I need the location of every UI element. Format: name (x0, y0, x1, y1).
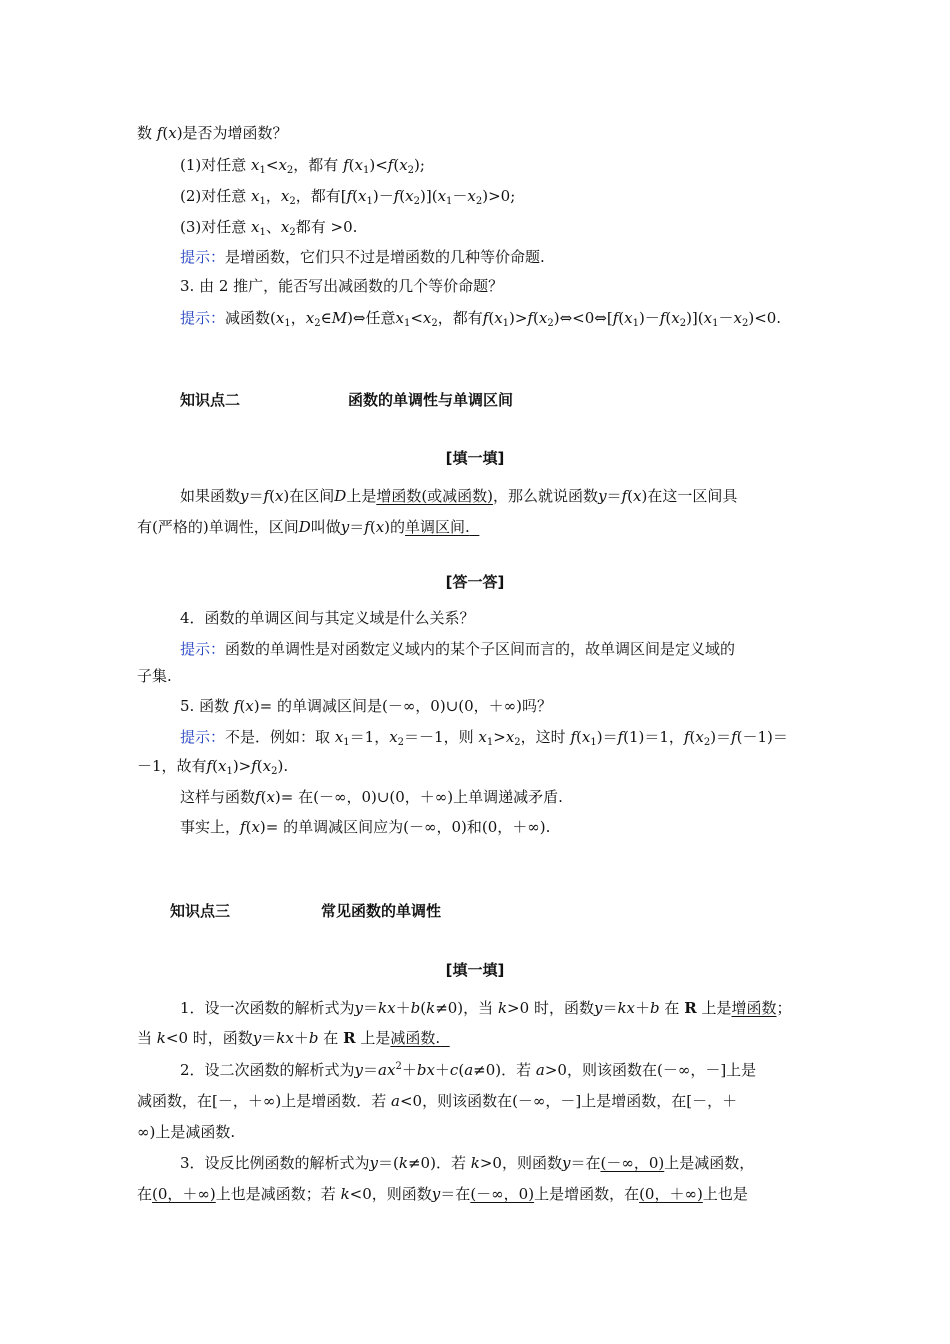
text: 在 (664, 999, 680, 1017)
quadratic-line-2: 减函数，在[－，＋∞)上是增函数．若 a<0，则该函数在(－∞，－]上是增函数，在[－，＋ (137, 1092, 738, 1110)
linear-line-2: 当 k<0 时，函数y＝kx＋b 在 R 上是减函数. (137, 1029, 441, 1047)
section-3-label: 知识点三 (170, 902, 231, 920)
text: 上是 (346, 487, 377, 505)
tip-4-cont: 子集. (137, 667, 172, 685)
question-5: 5. 函数 f(x)= 的单调减区间是(－∞，0)∪(0，＋∞)吗？ (180, 697, 553, 715)
text: 减函数，在[－，＋∞)上是增函数．若 (137, 1092, 387, 1110)
text: ，则 (443, 728, 474, 746)
text: 上是增函数，在 (534, 1185, 640, 1203)
tip-1 (180, 247, 545, 267)
text: 上也是减函数；若 (215, 1185, 336, 1203)
inverse-line-2: 在(0，＋∞)上也是减函数；若 k<0，则函数y＝在(－∞，0)上是增函数，在(0，＋∞)上也是 (137, 1185, 748, 1203)
answer-blank: (0，＋∞) (152, 1185, 216, 1203)
tip-label: 提示： (180, 728, 226, 746)
text: 上是 (701, 999, 732, 1017)
text: 时，函数 (192, 1029, 253, 1047)
text: = 的单调减区间是(－∞，0)∪(0，＋∞)吗？ (259, 697, 553, 715)
text: ，当 (463, 999, 494, 1017)
question-3 (180, 276, 503, 296)
section-2-label: 知识点二 (180, 391, 241, 409)
tip-5-cont: －1，故有$f(x_1)>f(x_2)$. (137, 757, 289, 777)
text: = 在(－∞，0)∪(0，＋∞)上单调递减矛盾. (280, 788, 563, 806)
text: 上是 (360, 1029, 391, 1047)
text: 有(严格的)单调性，区间 (137, 518, 299, 536)
contradiction-line: 这样与函数f(x)= 在(－∞，0)∪(0，＋∞)上单调递减矛盾. (180, 788, 563, 806)
answer-blank: (－∞，0) (470, 1185, 535, 1203)
text: ．若 (435, 1154, 466, 1172)
text: (1)对任意 (180, 156, 247, 174)
question-4: 4．函数的单调区间与其定义域是什么关系？ (180, 609, 475, 627)
quadratic-line-3: ∞)上是减函数. (137, 1123, 236, 1141)
answer-blank: 单调区间. (405, 518, 470, 536)
definition-line-1: 如果函数y＝f(x)在区间D上是增函数(或减函数)，那么就说函数y＝f(x)在这一区间具 (180, 487, 738, 505)
text: 在 (137, 1185, 153, 1203)
tip-label: 提示： (180, 248, 226, 266)
fact-line: 事实上，f(x)= 的单调减区间应为(－∞，0)和(0，＋∞). (180, 818, 551, 836)
answer-blank: (0，＋∞) (639, 1185, 703, 1203)
item-2: (2)对任意 $x_1$，$x_2$，都有$[f(x_1)-f(x_2)](x_1-x_2)>0$; (180, 187, 516, 207)
text: ，都有 (437, 309, 483, 327)
tip-5: 提示：不是．例如：取 $x_1=1$，$x_2=-1$，则 $x_1>x_2$，这时 $f(x_1)=f(1)=1$，$f(x_2)=f(-1)=$ (180, 728, 788, 748)
text: 2．设二次函数的解析式为 (180, 1061, 355, 1079)
intro-line: 数 f(x)是否为增函数？ (137, 124, 288, 142)
text: 当 (137, 1029, 153, 1047)
item-1: (1)对任意 $x_1<x_2$，都有 $f(x_1)<f(x_2)$; (180, 156, 425, 176)
text: 减函数 (225, 309, 271, 327)
text: 叫做 (310, 518, 341, 536)
item-3: (3)对任意 $x_1$、$x_2$都有 >0. (180, 218, 358, 238)
text: ，则该函数在(－∞，－]上是增函数，在[－，＋ (422, 1092, 738, 1110)
text: 的 (390, 518, 406, 536)
text: ，都有 (295, 187, 341, 205)
text: ，那么就说函数 (493, 487, 599, 505)
text: ； (776, 999, 792, 1017)
text: = 的单调减区间应为(－∞，0)和(0，＋∞). (265, 818, 551, 836)
text: 时，函数 (533, 999, 594, 1017)
text: 数 (137, 124, 153, 142)
linear-line-1: 1．设一次函数的解析式为y＝kx＋b(k≠0)，当 k>0 时，函数y＝kx＋b 在 R 上是增函数； (180, 999, 792, 1017)
text: 3. 由 2 推广，能否写出减函数的几个等价命题？ (180, 277, 504, 295)
text: >0. (330, 218, 358, 236)
tip-2: 提示：减函数($x_1$，$x_2\in M)\Leftrightarrow$任意$x_1<x_2$，都有$f(x_1)>f(x_2)\Leftrightarrow<0\Leftrightarrow[f(x_1)-f(x_2)](x_1-x_2)<0$. (180, 309, 782, 329)
text: 都有 (295, 218, 326, 236)
text: (2)对任意 (180, 187, 247, 205)
ask-title: [答一答] (445, 573, 505, 591)
definition-line-2: 有(严格的)单调性，区间D叫做y＝f(x)的单调区间. (137, 518, 470, 536)
text: 不是．例如：取 (225, 728, 331, 746)
text: ，则函数 (371, 1185, 432, 1203)
answer-blank: (－∞，0) (600, 1154, 665, 1172)
text: 在区间 (289, 487, 335, 505)
text: 如果函数 (180, 487, 241, 505)
tip-label: 提示： (180, 640, 226, 658)
text: 3．设反比例函数的解析式为 (180, 1154, 370, 1172)
text: 是否为增函数？ (182, 124, 288, 142)
fill-title: [填一填] (445, 449, 505, 467)
quadratic-line-1: 2．设二次函数的解析式为$y=ax^2+bx+c(a\ne 0)$．若 a>0，则该函数在(－∞，－]上是 (180, 1061, 757, 1079)
text: ，则函数 (501, 1154, 562, 1172)
text: 1．设一次函数的解析式为 (180, 999, 355, 1017)
text: 在 (455, 1185, 471, 1203)
text: ，都有 (293, 156, 339, 174)
section-2-title: 函数的单调性与单调区间 (348, 391, 514, 409)
tip-4 (180, 639, 735, 659)
fill-title-2: [填一填] (445, 961, 505, 979)
text: 事实上， (180, 818, 241, 836)
text: 在 (323, 1029, 339, 1047)
text: 在这一区间具 (647, 487, 738, 505)
answer-blank: 增函数 (731, 999, 777, 1017)
tip-label: 提示： (180, 309, 226, 327)
text: ．若 (501, 1061, 532, 1079)
inverse-line-1: 3．设反比例函数的解析式为y＝(k≠0)．若 k>0，则函数y＝在(－∞，0)上是减函数， (180, 1154, 755, 1172)
text: 任意 (365, 309, 396, 327)
text: 5. 函数 (180, 697, 230, 715)
text: 在 (585, 1154, 601, 1172)
text: ，这时 (520, 728, 566, 746)
text: (3)对任意 (180, 218, 247, 236)
answer-blank: 增函数(或减函数) (376, 487, 494, 505)
text: ，则该函数在(－∞，－]上是 (566, 1061, 757, 1079)
text: 是增函数，它们只不过是增函数的几种等价命题. (225, 248, 545, 266)
text: 上也是 (702, 1185, 748, 1203)
text: －1，故有 (137, 757, 207, 775)
text: 函数的单调性是对函数定义域内的某个子区间而言的，故单调区间是定义域的 (225, 640, 736, 658)
text: 这样与函数 (180, 788, 256, 806)
answer-blank: 减函数. (390, 1029, 441, 1047)
text: 上是减函数， (664, 1154, 755, 1172)
section-3-title: 常见函数的单调性 (321, 902, 442, 920)
